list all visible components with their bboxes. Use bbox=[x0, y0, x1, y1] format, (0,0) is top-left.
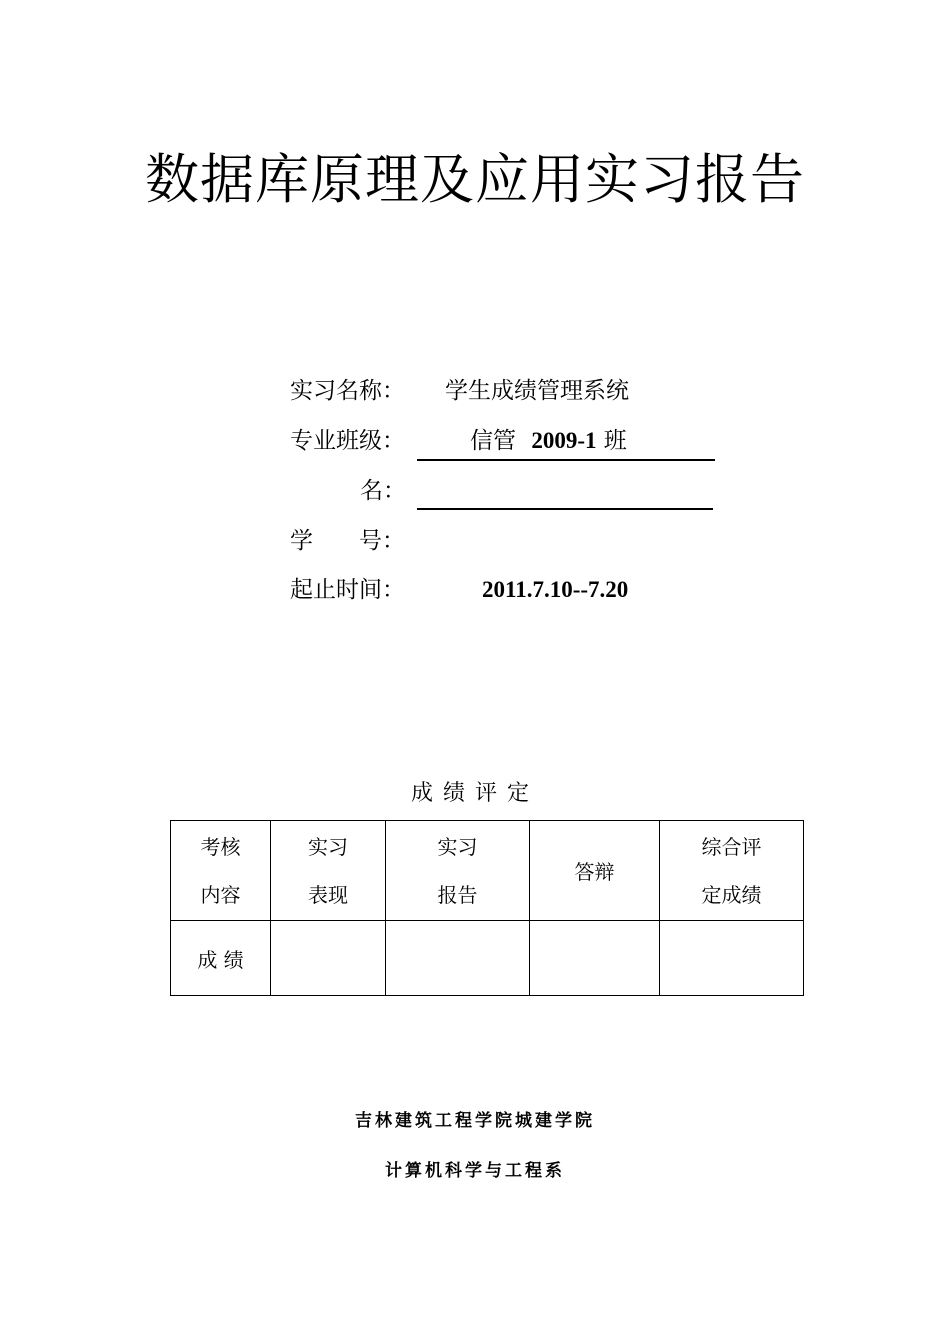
table-row bbox=[171, 921, 804, 996]
field-underline bbox=[417, 508, 713, 510]
footer-institution: 吉林建筑工程学院城建学院 bbox=[355, 1111, 595, 1131]
field-label: 专业班级： bbox=[290, 428, 405, 454]
field-label: 学 号： bbox=[290, 528, 405, 554]
grade-cell bbox=[530, 921, 660, 996]
field-student-id bbox=[290, 526, 410, 556]
table-header-row bbox=[171, 821, 804, 921]
field-value bbox=[470, 426, 627, 456]
header-cell: 考核 内容 bbox=[171, 821, 271, 921]
field-label: 实习名称： bbox=[290, 378, 405, 404]
field-name bbox=[290, 476, 406, 506]
report-title: 数据库原理及应用实习报告 bbox=[145, 148, 805, 211]
header-cell: 答辩 bbox=[530, 821, 660, 921]
row-label-cell: 成 绩 bbox=[171, 921, 271, 996]
field-value: 学生成绩管理系统 bbox=[445, 378, 629, 404]
field-major-class bbox=[290, 426, 627, 456]
class-year: 2009-1 bbox=[531, 428, 597, 453]
field-label: 起止时间： bbox=[290, 577, 405, 603]
grade-cell bbox=[386, 921, 530, 996]
grades-section-title: 成绩评定 bbox=[410, 781, 539, 806]
footer-department: 计算机科学与工程系 bbox=[385, 1161, 565, 1181]
header-cell: 实习 表现 bbox=[271, 821, 386, 921]
grade-cell bbox=[271, 921, 386, 996]
header-cell: 实习 报告 bbox=[386, 821, 530, 921]
header-cell: 综合评 定成绩 bbox=[660, 821, 804, 921]
field-underline bbox=[417, 459, 715, 461]
class-suffix: 班 bbox=[603, 428, 627, 454]
field-internship-name bbox=[290, 376, 629, 406]
field-value: 2011.7.10--7.20 bbox=[482, 577, 629, 602]
class-major: 信管 bbox=[470, 428, 516, 454]
grades-table bbox=[170, 820, 804, 996]
field-period bbox=[290, 575, 629, 605]
grade-cell bbox=[660, 921, 804, 996]
field-label: 名： bbox=[360, 478, 406, 504]
